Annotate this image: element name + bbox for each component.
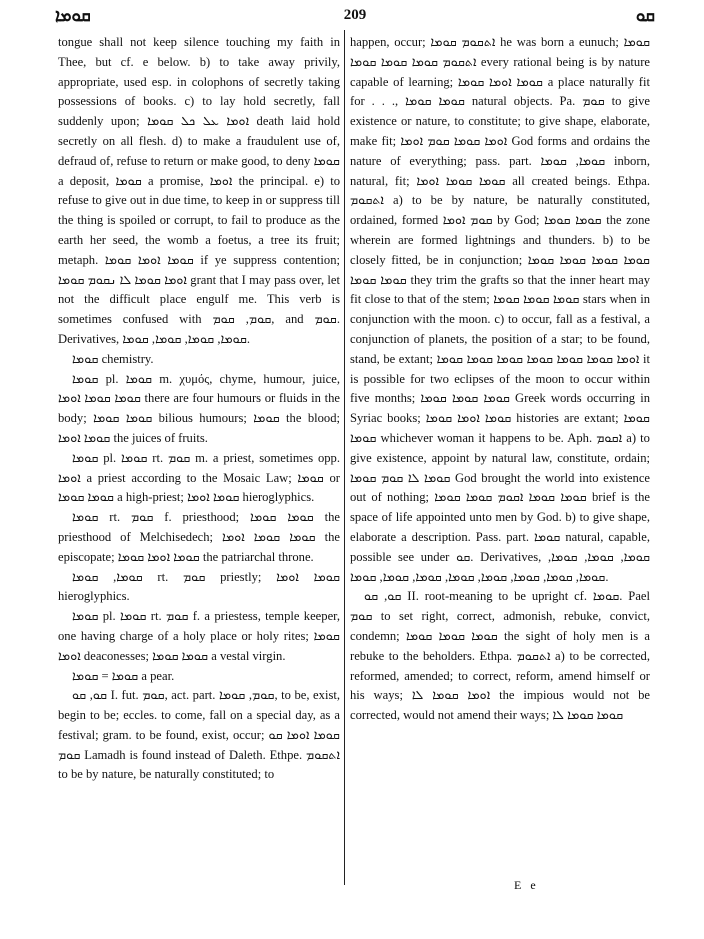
left-column: [58, 33, 340, 785]
entry-paragraph: ܩܘܡܐ pl. ܩܘܡܐ rt. ܩܘܡ m. a priest, sometimes opp. ܐܘܡܐ a priest according to the Mosaic Law; ܩܘܡܐ or ܩܘܡܐ ܩܘܡܐ a high-priest; ܩܘܡܐ ܐܘܡܐ hieroglyphics.: [58, 450, 340, 505]
left-running-head: ܩܘܡܐ: [55, 6, 91, 26]
entry-paragraph: tongue shall not keep silence touching my faith in Thee, but cf. e below. b) to take away privily, appropriate, used esp. in colophons of secretly taking possessions of books. c) to lay hold secretly, fall suddenly upon; ܐܘܡܐ ܥܠ ܟܠ ܩܘܡܐ death laid hold secretly on all flesh. d) to make a fraudulent use of, defraud of, refuse to return or make good, to deny ܩܘܡܐ a deposit, ܩܘܡܐ a promise, ܐܘܡܐ the principal. e) to refuse to give out in due time, to keep in or suppress till the thing is spoiled or corrupt, to fail to produce as the earth her seed, the womb a foetus, a tree its fruit; metaph. ܩܘܡܐ ܐܘܡܐ ܩܘܡܐ if ye suppress contention; ܐܘܡܐ ܩܘܡܐ ܠܐ ܢܩܘܡ ܩܘܡܐ grant that I may pass over, let not the difficult place engulf me. This verb is sometimes confused with ܩܘܡ, ܩܘܡ, and ܩܘܡ. Derivatives, ܩܘܡܐ, ܩܘܡܐ, ܩܘܡܐ, ܩܘܡܐ.: [58, 35, 340, 346]
entry-paragraph: happen, occur; ܐܬܩܘܡ ܩܘܡܐ he was born a eunuch; ܩܘܡܐ ܐܬܩܘܡ ܩܘܡܐ ܩܘܡܐ ܩܘܡܐ every rational being is by nature capable of learning; ܩܘܡܐ ܐܘܡܐ ܩܘܡܐ a place naturally fit for . . ., ܩܘܡܐ ܩܘܡܐ natural objects. Pa. ܩܘܡ to give existence or nature, to constitute; to give shape, elaborate, make fit; ܐܘܡܐ ܩܘܡܐ ܩܘܡ ܐܘܡܐ God forms and ordains the nature of everything; pass. part. ܩܘܡܐ, ܩܘܡܐ inborn, natural, fit; ܩܘܡܐ ܩܘܡܐ ܐܘܡܐ all created beings. Ethpa. ܐܬܩܘܡ a) to be by nature, be naturally constituted, ordained, formed ܩܘܡ ܐܘܡܐ by God; ܩܘܡܐ ܩܘܡܐ the zone wherein are formed lightnings and thunders. b) to be closely fitted, be in conjunction; ܩܘܡܐ ܩܘܡܐ ܩܘܡܐ ܩܘܡܐ ܩܘܡܐ ܩܘܡܐ they trim the grafts so that the inner heart may fit close to that of the stem; ܩܘܡܐ ܩܘܡܐ ܩܘܡܐ stars when in conjunction with the moon. c) to occur, fall as a festival, a conjunction of planets, the position of a star; to be found, stand, be extant; ܐܘܡܐ ܩܘܡܐ ܩܘܡܐ ܩܘܡܐ ܩܘܡܐ ܩܘܡܐ ܩܘܡܐ it is possible for two eclipses of the moon to occur within five months; ܩܘܡܐ ܩܘܡܐ ܩܘܡܐ Greek words occurring in Syriac books; ܩܘܡܐ ܐܘܡܐ ܩܘܡܐ histories are extant; ܩܘܡܐ ܩܘܡܐ whichever woman it happens to be. Aph. ܐܩܘܡ a) to give existence, appoint by natural law, constitute, ordain; ܩܘܡܐ ܠܐ ܩܘܡ ܩܘܡܐ God brought the world into existence out of nothing; ܩܘܡܐ ܩܘܡܐ ܐܩܘܡ ܩܘܡܐ ܩܘܡܐ brief is the space of life appointed unto men by God. b) to give shape, elaborate a description. Pass. part. ܩܘܡܐ natural, capable, possible see under ܩܘ. Derivatives, ܩܘܡܐ, ܩܘܡܐ, ܩܘܡܐ, ܩܘܡܐ, ܩܘܡܐ, ܩܘܡܐ, ܩܘܡܐ, ܩܘܡܐ, ܩܘܡܐ, ܩܘܡܐ, ܩܘܡܐ.: [350, 35, 651, 584]
column-divider: [344, 30, 345, 885]
page-number: 209: [343, 7, 367, 23]
entry-paragraph: ܩܘ, ܩܘ I. fut. ܩܘܡ, act. part. ܩܘܡ, ܩܘܡܐ, to be, exist, begin to be; eccles. to come, fall on a special day, as a festival; gram. to be found, exist, occur; ܩܘܡܐ ܐܘܡܐ ܩܘ ܩܘܡ Lamadh is found instead of Daleth. Ethpe. ܐܬܩܘܡ to be by nature, be naturally constituted; to: [58, 688, 340, 782]
entry-paragraph: ܩܘܡܐ pl. ܩܘܡܐ m. χυμός, chyme, humour, juice, ܩܘܡܐ ܩܘܡܐ ܐܘܡܐ there are four humours or fluids in the body; ܩܘܡܐ ܩܘܡܐ bilious humours; ܩܘܡܐ the blood; ܩܘܡܐ ܐܘܡܐ the juices of fruits.: [58, 371, 341, 445]
right-running-head: ܩܘ: [635, 6, 655, 26]
entry-paragraph: ܩܘܡܐ rt. ܩܘܡ f. priesthood; ܩܘܡܐ ܩܘܡܐ the priesthood of Melchisedech; ܩܘܡܐ ܩܘܡܐ ܐܘܡܐ the episcopate; ܩܘܡܐ ܐܘܡܐ ܩܘܡܐ the patriarchal throne.: [58, 510, 340, 564]
entry-paragraph: ܩܘܡܐ = ܩܘܡܐ a pear.: [72, 668, 175, 683]
entry-paragraph: ܩܘܡܐ, ܩܘܡܐ rt. ܩܘܡ priestly; ܩܘܡܐ ܐܘܡܐ hieroglyphics.: [58, 569, 341, 604]
running-header: [55, 6, 655, 28]
right-column: [350, 33, 650, 726]
entry-paragraph: ܩܘܡܐ chemistry.: [72, 351, 154, 366]
signature-mark: E e: [514, 878, 539, 892]
entry-paragraph: ܩܘܡܐ pl. ܩܘܡܐ rt. ܩܘܡ f. a priestess, temple keeper, one having charge of a holy place or holy rites; ܩܘܡܐ ܐܘܡܐ deaconesses; ܩܘܡܐ ܩܘܡܐ a vestal virgin.: [58, 609, 340, 663]
entry-paragraph: ܩܘ, ܩܘ II. root-meaning to be upright cf. ܩܘܡܐ. Pael ܩܘܡ to set right, correct, admonish, rebuke, convict, condemn; ܩܘܡܐ ܩܘܡܐ ܩܘܡܐ the sight of holy men is a rebuke to the beholders. Ethpa. ܐܬܩܘܡ a) to be corrected, reformed, amended; to correct, reform, amend himself or his ways; ܐܘܡܐ ܩܘܡܐ ܠܐ the impious would not be corrected, would not amend their ways; ܩܘܡܐ ܩܘܡܐ ܠܐ: [350, 589, 651, 723]
